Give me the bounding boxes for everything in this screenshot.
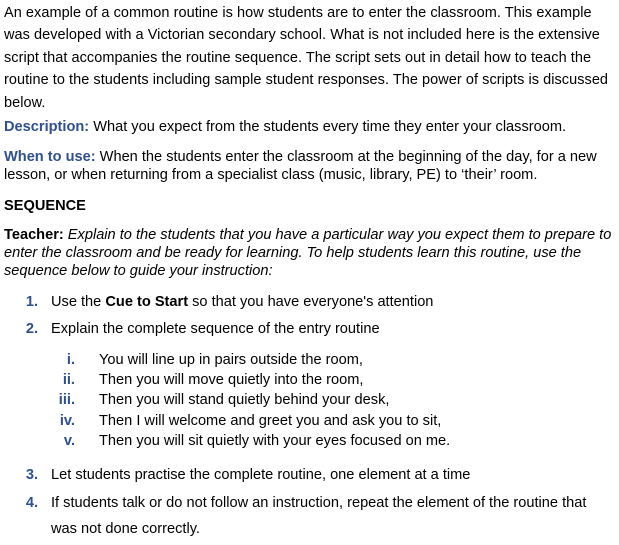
step-text: Use the Cue to Start so that you have everyone's attention — [51, 294, 434, 310]
sub-step-number: v. — [63, 433, 75, 449]
sub-step-text: You will line up in pairs outside the room, — [99, 352, 363, 368]
step-number: 4. — [25, 495, 38, 511]
description-paragraph — [4, 118, 616, 136]
step-text: was not done correctly. — [51, 521, 200, 537]
sub-step-text: Then you will move quietly into the room, — [99, 372, 364, 388]
teacher-label: Teacher: — [4, 227, 64, 243]
description-label: Description: — [4, 119, 90, 135]
sub-step-number: i. — [66, 352, 75, 368]
sub-step-text: Then you will sit quietly with your eyes focused on me. — [99, 433, 451, 449]
sub-step-number: ii. — [62, 372, 75, 388]
step-text: Explain the complete sequence of the entry routine — [51, 321, 380, 337]
sub-step-number: iv. — [59, 413, 75, 429]
when-to-use-text: When the students enter the classroom at the beginning of the day, for a new lesson, or when returning from a specialist class (music, library, PE) to ‘their’ room. — [4, 149, 597, 183]
sequence-heading: SEQUENCE — [4, 198, 86, 214]
step-number: 2. — [25, 321, 38, 337]
step-text: Let students practise the complete routine, one element at a time — [51, 467, 471, 483]
description-text: What you expect from the students every time they enter your classroom. — [89, 119, 567, 135]
when-to-use-label: When to use: — [4, 149, 96, 165]
step-number: 1. — [25, 294, 38, 310]
sub-step-number: iii. — [58, 392, 75, 408]
cue-to-start-term: Cue to Start — [105, 294, 189, 310]
step-number: 3. — [25, 467, 38, 483]
when-to-use-paragraph — [4, 148, 616, 184]
sub-step-text: Then I will welcome and greet you and ask you to sit, — [99, 413, 442, 429]
teacher-paragraph — [4, 226, 616, 280]
step-text: If students talk or do not follow an instruction, repeat the element of the routine that — [51, 495, 587, 511]
intro-paragraph: An example of a common routine is how students are to enter the classroom. This example was developed with a Victorian secondary school. What is not included here is the extensive script that accompanies the routine sequence. The script sets out in detail how to teach the routine to the students including sample student responses. The power of scripts is discussed below. — [4, 5, 609, 111]
sub-step-text: Then you will stand quietly behind your desk, — [99, 392, 390, 408]
teacher-text: Explain to the students that you have a particular way you expect them to prepare to enter the classroom and be ready for learning. To help students learn this routine, use the sequence below to guide your instruction: — [4, 227, 612, 279]
